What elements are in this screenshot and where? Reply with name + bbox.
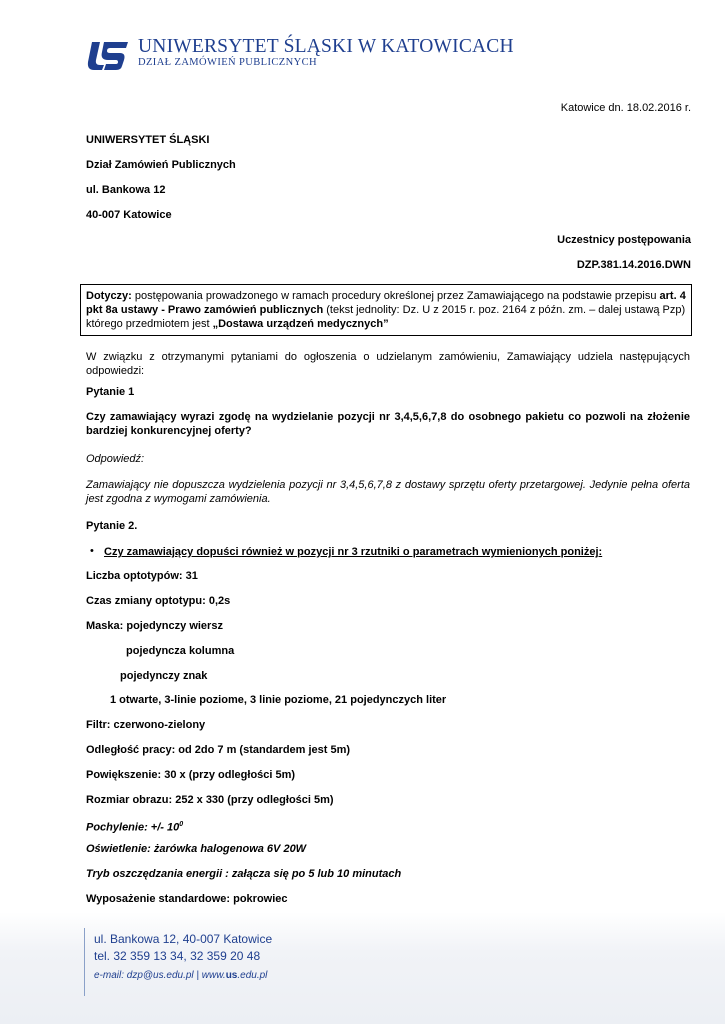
footer-domain-suffix: .edu.pl (237, 970, 268, 981)
subject-text: (tekst jednolity: Dz. U z 2015 r. poz. 2164 z późn. zm. – dalej ustawą Pzp) (323, 304, 686, 316)
sender-line: UNIWERSYTET ŚLĄSKI (86, 134, 210, 146)
param-line: pojedyncza kolumna (126, 645, 235, 657)
question-heading: Pytanie 2. (86, 520, 138, 532)
param-line (86, 818, 183, 835)
param-line: Maska: pojedynczy wiersz (86, 620, 223, 632)
footer-contact (94, 970, 267, 981)
param-line: Powiększenie: 30 x (przy odległości 5m) (86, 769, 296, 781)
question-text: Czy zamawiający dopuści również w pozycji nr 3 rzutniki o parametrach wymienionych poniżej: (104, 546, 603, 558)
param-line: 1 otwarte, 3-linie poziome, 3 linie poziome, 21 pojedynczych liter (110, 694, 447, 706)
footer-email: e-mail: dzp@us.edu.pl | www. (94, 970, 226, 981)
param-line: pojedynczy znak (120, 670, 208, 682)
subject-text: którego przedmiotem jest (86, 318, 213, 330)
param-line: Tryb oszczędzania energii : załącza się po 5 lub 10 minutach (86, 868, 402, 880)
reference-number: DZP.381.14.2016.DWN (576, 259, 691, 271)
param-line: Czas zmiany optotypu: 0,2s (86, 595, 231, 607)
footer-divider (84, 928, 85, 996)
subject-bold: „Dostawa urządzeń medycznych” (212, 318, 389, 330)
footer-address: ul. Bankowa 12, 40-007 Katowice (94, 932, 273, 946)
intro-paragraph: W związku z otrzymanymi pytaniami do ogłoszenia o udzielanym zamówieniu, Zamawiający udziela następujących odpowiedzi: (86, 351, 690, 377)
letter-date: Katowice dn. 18.02.2016 r. (560, 102, 691, 114)
bullet-icon: • (90, 545, 94, 557)
subject-bold: pkt 8a ustawy - Prawo zamówień publicznych (86, 304, 324, 316)
sender-line: ul. Bankowa 12 (86, 184, 166, 196)
param-line: Filtr: czerwono-zielony (86, 719, 206, 731)
param-text: Pochylenie: +/- 10 (86, 821, 180, 834)
degree-sup: 0 (179, 821, 184, 828)
answer-text: Zamawiający nie dopuszcza wydzielenia pozycji nr 3,4,5,6,7,8 z dostawy sprzętu oferty przetargowej. Jedynie pełna oferta jest zgodna z wymogami zamówienia. (86, 479, 690, 505)
recipient: Uczestnicy postępowania (557, 234, 691, 246)
subject-bold: art. 4 (659, 290, 686, 302)
subject-box (80, 284, 692, 336)
question-heading: Pytanie 1 (86, 386, 135, 398)
subject-label: Dotyczy: (86, 290, 132, 302)
sender-line: 40-007 Katowice (86, 209, 172, 221)
answer-label: Odpowiedź: (86, 453, 145, 465)
param-line: Liczba optotypów: 31 (86, 570, 198, 582)
department-name: DZIAŁ ZAMÓWIEŃ PUBLICZNYCH (138, 57, 317, 68)
footer-phone: tel. 32 359 13 34, 32 359 20 48 (94, 949, 261, 963)
university-name: UNIWERSYTET ŚLĄSKI W KATOWICACH (138, 36, 514, 57)
param-line: Odległość pracy: od 2do 7 m (standardem jest 5m) (86, 744, 351, 756)
sender-line: Dział Zamówień Publicznych (86, 159, 236, 171)
footer-domain-bold: us (225, 970, 238, 981)
param-line: Oświetlenie: żarówka halogenowa 6V 20W (86, 843, 307, 855)
param-line: Wyposażenie standardowe: pokrowiec (86, 893, 288, 905)
subject-text: postępowania prowadzonego w ramach procedury określonej przez Zamawiającego na podstawie przepisu (131, 290, 660, 302)
footer-background (0, 912, 725, 1024)
university-logo-icon (86, 38, 130, 72)
param-line: Rozmiar obrazu: 252 x 330 (przy odległości 5m) (86, 794, 334, 806)
question-text: Czy zamawiający wyrazi zgodę na wydzielanie pozycji nr 3,4,5,6,7,8 do osobnego pakietu co pozwoli na złożenie bardziej konkurencyjnej oferty? (86, 411, 690, 437)
